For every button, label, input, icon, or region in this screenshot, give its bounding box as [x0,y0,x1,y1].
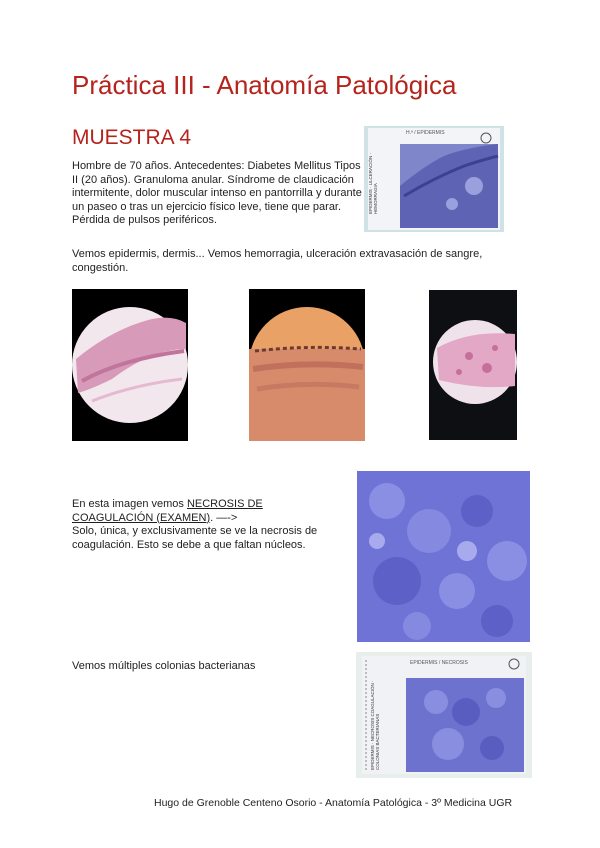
microscope-photo-3 [429,290,517,440]
bacteria-text: Vemos múltiples colonias bacterianas [72,660,256,672]
necrosis-explanation: Solo, única, y exclusivamente se ve la necrosis de coagulación. Esto se debe a que faltan núcleos. [72,525,318,551]
necrosis-highlight-2: COAGULACIÓN (EXAMEN) [72,511,211,524]
necrosis-highlight-1: NECROSIS DE [186,498,263,510]
case-description: Hombre de 70 años. Antecedentes: Diabetes Mellitus Tipos II (20 años). Granuloma anular. Síndrome de claudicación intermitente, dolor muscular intenso en pantorrilla y durante un paseo o tras un ejercicio físico leve, tiene que parar. Pérdida de pulsos periféricos. [72,160,362,226]
microscope-photo-1 [72,289,188,441]
necrosis-photo [357,471,530,642]
bacteria-slide-photo [356,652,532,778]
card2-side-label: EPIDERMIS · NECROSIS COAGULACIÓN · COLONIAS BACTERIANAS [370,680,380,770]
necrosis-arrow: . —-> [210,511,238,524]
necrosis-prefix: En esta imagen vemos [72,498,187,510]
microscope-photo-2 [249,289,365,441]
section-heading: MUESTRA 4 [72,126,192,149]
card1-side-label: EPIDERMIS · ULCERACIÓN · HEMORRAGIA [368,152,378,214]
card2-header: EPIDERMIS / NECROSIS [410,660,468,666]
page-footer: Hugo de Grenoble Centeno Osorio - Anatomía Patológica - 3º Medicina UGR [154,797,513,809]
observation-text: Vemos epidermis, dermis... Vemos hemorragia, ulceración extravasación de sangre, congestión. [72,248,483,274]
slide-card-photo-1 [364,126,504,232]
necrosis-text [72,498,344,552]
page-title: Práctica III - Anatomía Patológica [72,70,457,100]
card1-header: H.ª / EPIDERMIS [406,130,445,136]
